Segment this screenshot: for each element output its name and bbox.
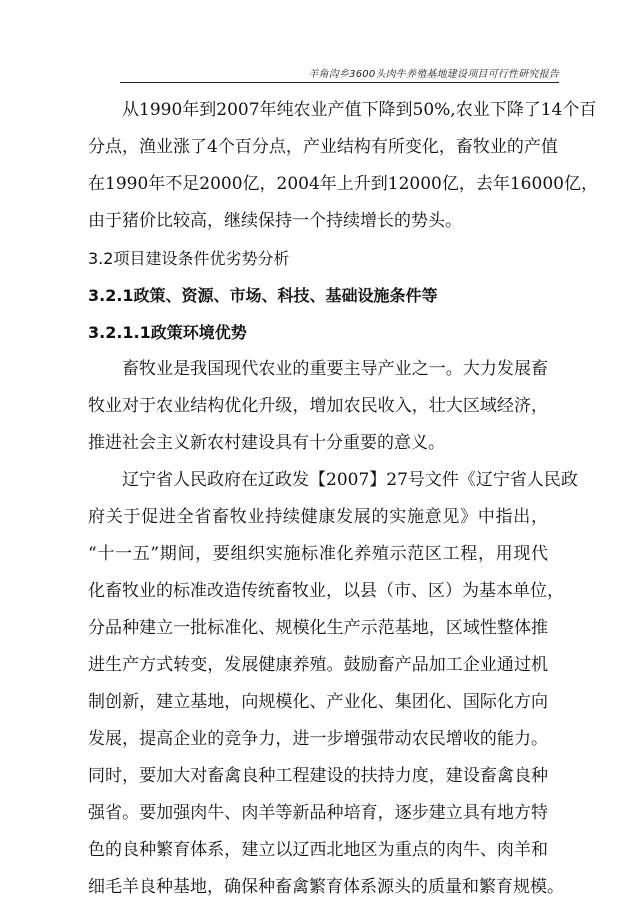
paragraph-line: 由于猪价比较高，继续保持一个持续增长的势头。 bbox=[88, 211, 462, 231]
section-heading-3-2-1: 3.2.1政策、资源、市场、科技、基础设施条件等 bbox=[88, 286, 438, 305]
paragraph-line: 细毛羊良种基地，确保种畜禽繁育体系源头的质量和繁育规模。 bbox=[88, 877, 564, 897]
paragraph-line: 畜牧业是我国现代农业的重要主导产业之一。大力发展畜 bbox=[122, 359, 548, 379]
paragraph-line: 进生产方式转变，发展健康养殖。鼓励畜产品加工企业通过机 bbox=[88, 655, 548, 675]
paragraph-line: 从1990年到2007年纯农业产值下降到50%,农业下降了14个百 bbox=[122, 100, 597, 120]
page-header bbox=[120, 64, 559, 83]
section-heading-3-2-1-1: 3.2.1.1政策环境优势 bbox=[88, 323, 247, 342]
paragraph-line: 分品种建立一批标准化、规模化生产示范基地，区域性整体推 bbox=[88, 618, 548, 638]
paragraph-line: 色的良种繁育体系，建立以辽西北地区为重点的肉牛、肉羊和 bbox=[88, 840, 548, 860]
paragraph-line: 牧业对于农业结构优化升级，增加农民收入，壮大区域经济， bbox=[88, 396, 548, 416]
paragraph-line: 强省。要加强肉牛、肉羊等新品种培育，逐步建立具有地方特 bbox=[88, 803, 548, 823]
paragraph-line: 在1990年不足2000亿，2004年上升到12000亿，去年16000亿， bbox=[88, 174, 598, 194]
paragraph-line: 同时，要加大对畜禽良种工程建设的扶持力度，建设畜禽良种 bbox=[88, 766, 548, 786]
paragraph-line: 发展，提高企业的竞争力，进一步增强带动农民增收的能力。 bbox=[88, 729, 548, 749]
paragraph-line: 辽宁省人民政府在辽政发【2007】27号文件《辽宁省人民政 bbox=[122, 470, 578, 490]
paragraph-line: 推进社会主义新农村建设具有十分重要的意义。 bbox=[88, 433, 445, 453]
paragraph-line: 府关于促进全省畜牧业持续健康发展的实施意见》中指出， bbox=[88, 507, 548, 527]
paragraph-line: 化畜牧业的标准改造传统畜牧业，以县（市、区）为基本单位， bbox=[88, 581, 564, 601]
document-body bbox=[88, 92, 598, 906]
header-title: 羊角沟乡3600头肉牛养殖基地建设项目可行性研究报告 bbox=[308, 69, 559, 80]
paragraph-line: “十一五”期间，要组织实施标准化养殖示范区工程，用现代 bbox=[88, 544, 548, 564]
paragraph-line: 分点，渔业涨了4个百分点，产业结构有所变化，畜牧业的产值 bbox=[88, 137, 558, 157]
paragraph-line: 制创新，建立基地，向规模化、产业化、集团化、国际化方向 bbox=[88, 692, 548, 712]
section-heading-3-2: 3.2项目建设条件优劣势分析 bbox=[88, 249, 290, 268]
